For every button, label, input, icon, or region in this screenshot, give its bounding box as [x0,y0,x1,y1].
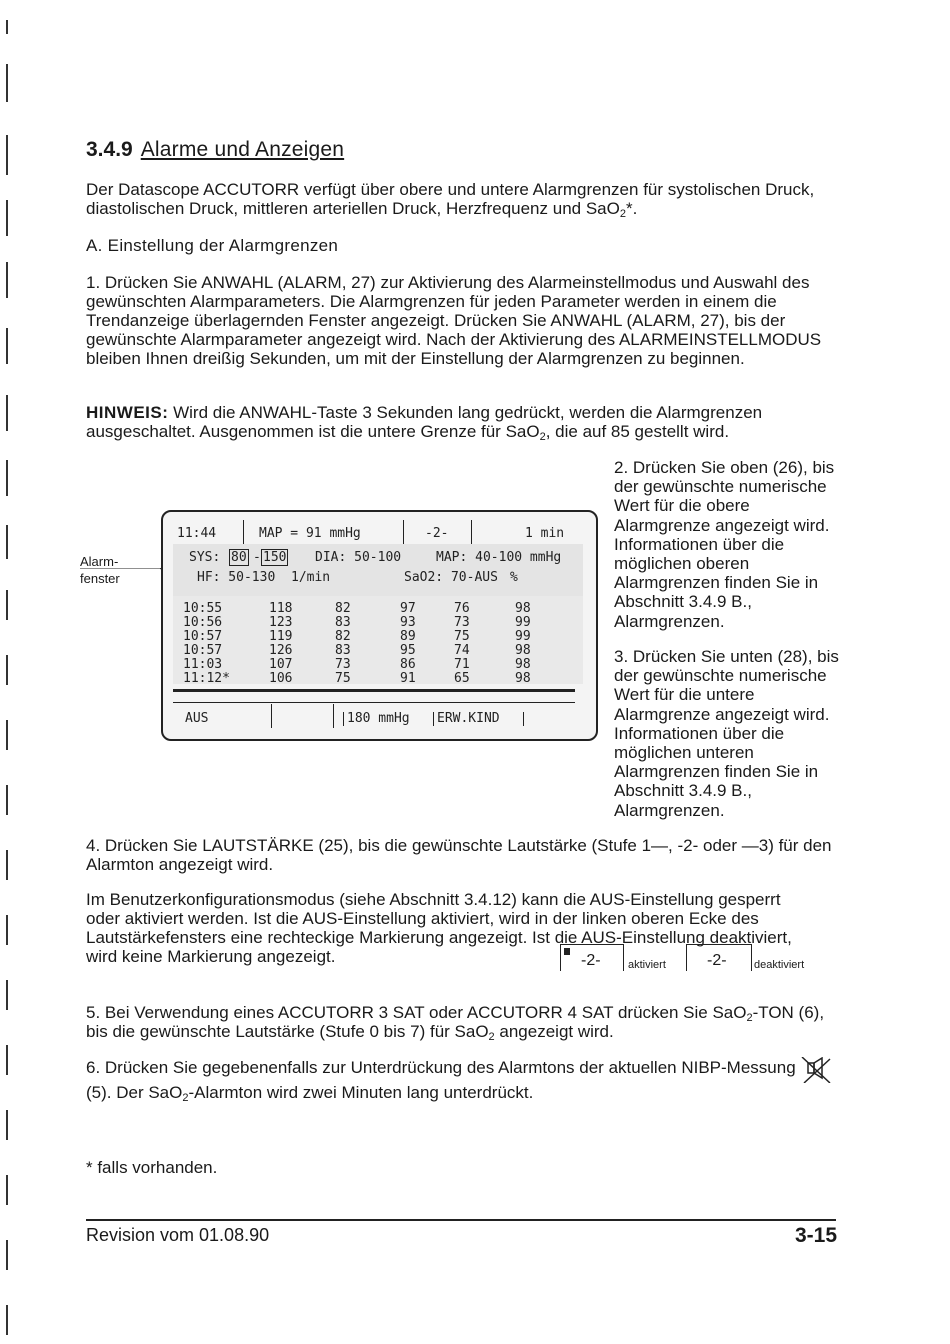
step-1: 1. Drücken Sie ANWAHL (ALARM, 27) zur Aktivierung des Alarmeinstellmodus und Auswahl des gewünschten Alarmparameters. Die Alarmgrenzen für jeden Parameter werden in einem die Trendanzeige überlagernden Fenster angezeigt. Drücken Sie ANWAHL (ALARM, 27), bis der gewünschte Alarmparameter angezeigt wird. Nach der Aktivierung des ALARMEINSTELLMODUS bleiben Ihnen dreißig Sekunden, um mit der Einstellung der Alarmgrenzen zu beginnen. [86,273,822,368]
hf-unit: 1/min [291,570,331,585]
binding-mark [6,655,8,685]
binding-mark [6,720,8,750]
note-text: Wird die ANWAHL-Taste 3 Sekunden lang gedrückt, werden die Alarmgrenzen ausgeschaltet. Ausgenommen ist die untere Grenze für SaO [86,403,763,441]
trend-time: 11:12* [183,671,230,686]
trend-map: 86 [400,657,416,672]
footer-pressure: 180 mmHg [347,711,410,726]
trend-sys: 107 [269,657,293,672]
binding-mark [6,1305,8,1335]
step5-subscript: 2 [488,1031,495,1043]
step-2: 2. Drücken Sie oben (26), bis der gewünschte numerische Wert für die obere Alarmgrenze angezeigt wird. Informationen über die möglichen oberen Alarmgrenzen finden Sie in Abschnitt 3.4.9 B., Alarmgrenzen. [614,458,835,631]
note-text-end: , die auf 85 gestellt wird. [545,422,730,441]
revision-date: Revision vom 01.08.90 [86,1225,270,1245]
binding-mark [6,915,8,945]
hf-limits: HF: 50-130 [197,570,276,585]
trend-sao2: 98 [515,671,531,686]
trend-map: 93 [400,615,416,630]
trend-map: 89 [400,629,416,644]
alarm-window-label-line1: Alarm- [80,554,119,569]
footnote: * falls vorhanden. [86,1158,218,1177]
binding-mark [6,785,8,815]
trend-sys: 118 [269,601,293,616]
monitor-status-row [173,526,573,544]
step-4: 4. Drücken Sie LAUTSTÄRKE (25), bis die gewünschte Lautstärke (Stufe 1—, -2- oder —3) für den Alarmton angezeigt wird. [86,836,832,874]
monitor-display [161,510,598,741]
note-label: HINWEIS: [86,403,169,422]
binding-mark [6,460,8,496]
volume-level: -2- [707,952,727,969]
map-limits: MAP: 40-100 mmHg [436,550,562,565]
volume-window-inactive [686,944,752,971]
section-number: 3.4.9 [86,138,133,161]
trend-hf: 75 [454,629,470,644]
footer-rule [86,1219,836,1221]
trend-sys: 106 [269,671,293,686]
trend-dia: 82 [335,601,351,616]
footer-mode: AUS [185,711,209,726]
trend-dia: 83 [335,643,351,658]
note-subscript: 2 [539,431,546,443]
trend-sao2: 98 [515,657,531,672]
trend-time: 10:57 [183,629,223,644]
sys-low-limit: 80 [231,550,247,565]
binding-mark [6,590,8,620]
trend-time: 10:57 [183,643,223,658]
binding-mark [6,135,8,175]
footer-patient: ERW.KIND [437,711,500,726]
step5-text: 5. Bei Verwendung eines ACCUTORR 3 SAT oder ACCUTORR 4 SAT drücken Sie SaO [86,1003,747,1022]
intro-subscript: 2 [619,208,626,220]
trend-row [173,629,583,643]
subsection-heading: A. Einstellung der Alarmgrenzen [86,236,339,255]
trend-sao2: 99 [515,629,531,644]
trend-map: 91 [400,671,416,686]
monitor-volume: -2- [425,526,449,541]
intro-text: Der Datascope ACCUTORR verfügt über obere und untere Alarmgrenzen für systolischen Druck, diastolischen Druck, mittleren arteriellen Druck, Herzfrequenz und SaO [86,180,815,218]
trend-row [173,601,583,615]
sao2-unit: % [510,570,518,585]
page-number: 3-15 [794,1224,837,1247]
monitor-footer [173,710,553,730]
binding-mark [6,525,8,559]
trend-sys: 126 [269,643,293,658]
trend-time: 10:55 [183,601,223,616]
trend-dia: 73 [335,657,351,672]
sao2-limits: SaO2: 70-AUS [404,570,498,585]
trend-dia: 75 [335,671,351,686]
trend-table [173,596,583,684]
trend-sys: 119 [269,629,293,644]
binding-mark [6,1110,8,1140]
trend-sys: 123 [269,615,293,630]
section-title: Alarme und Anzeigen [140,138,345,161]
alarm-window: SYS: 80 - 150 DIA: 50-100 MAP: 40-100 mmHg HF: 50-130 1/min SaO2: 70-AUS % [173,544,583,596]
intro-end: *. [625,199,638,218]
binding-mark [6,395,8,431]
sys-high-limit: 150 [263,550,287,565]
binding-mark [6,980,8,1010]
config-text: Im Benutzerkonfigurationsmodus (siehe Abschnitt 3.4.12) kann die AUS-Einstellung gesperrt oder aktiviert werden. Ist die AUS-Einstellung aktiviert, wird in der linken oberen Ecke des Lautstärkefensters eine rechteckige Markierung angezeigt. Ist die AUS-Einstellung deaktiviert, wird keine Markierung angezeigt. [86,890,792,966]
trend-hf: 65 [454,671,470,686]
trend-separator [173,689,575,692]
binding-mark [6,1045,8,1075]
step6-subscript: 2 [182,1092,189,1104]
trend-hf: 74 [454,643,470,658]
trend-hf: 73 [454,615,470,630]
inactive-label: deaktiviert [754,959,805,971]
trend-row [173,643,583,657]
alarm-window-label-line2: fenster [80,571,120,586]
monitor-interval: 1 min [525,526,565,541]
trend-dia: 82 [335,629,351,644]
step5-text-mid: -TON (6), bis die gewünschte Lautstärke (Stufe 0 bis 7) für SaO [86,1003,825,1041]
step5-text-end: angezeigt wird. [494,1022,614,1041]
intro-paragraph [86,180,846,218]
step-6 [86,1057,836,1102]
trend-hf: 76 [454,601,470,616]
step-5 [86,1003,831,1041]
monitor-map: MAP = 91 mmHg [259,526,361,541]
step6-text-end: -Alarmton wird zwei Minuten lang unterdrückt. [188,1083,534,1102]
step6-text-mid: (5). Der SaO [86,1083,183,1102]
trend-row [173,615,583,629]
step5-subscript: 2 [746,1012,753,1024]
binding-mark [6,850,8,880]
trend-map: 97 [400,601,416,616]
trend-dia: 83 [335,615,351,630]
alarm-window-arrow [80,568,172,580]
step6-text: 6. Drücken Sie gegebenenfalls zur Unterdrückung des Alarmtons der aktuellen NIBP-Messung [86,1058,796,1077]
step-3: 3. Drücken Sie unten (28), bis der gewünschte numerische Wert für die untere Alarmgrenze angezeigt wird. Informationen über die möglichen unteren Alarmgrenzen finden Sie in Abschnitt 3.4.9 B., Alarmgrenzen. [614,647,839,820]
trend-sao2: 99 [515,615,531,630]
binding-mark [6,328,8,364]
alarm-mute-icon [796,1057,836,1083]
trend-time: 11:03 [183,657,223,672]
sys-label: SYS: [189,550,221,565]
trend-row [173,657,583,671]
trend-row [173,671,583,685]
trend-sao2: 98 [515,601,531,616]
trend-map: 95 [400,643,416,658]
binding-mark [6,20,8,34]
section-heading [86,138,344,162]
monitor-time: 11:44 [177,526,217,541]
trend-hf: 71 [454,657,470,672]
binding-mark [6,262,8,298]
binding-mark [6,1240,8,1270]
binding-mark [6,64,8,102]
volume-window-active [560,944,624,971]
trend-sao2: 98 [515,643,531,658]
note-paragraph [86,403,846,441]
aus-marker [564,948,570,955]
dia-limits: DIA: 50-100 [315,550,402,565]
binding-mark [6,200,8,236]
trend-time: 10:56 [183,615,223,630]
active-label: aktiviert [628,959,666,971]
volume-level: -2- [581,952,601,969]
binding-mark [6,1175,8,1205]
